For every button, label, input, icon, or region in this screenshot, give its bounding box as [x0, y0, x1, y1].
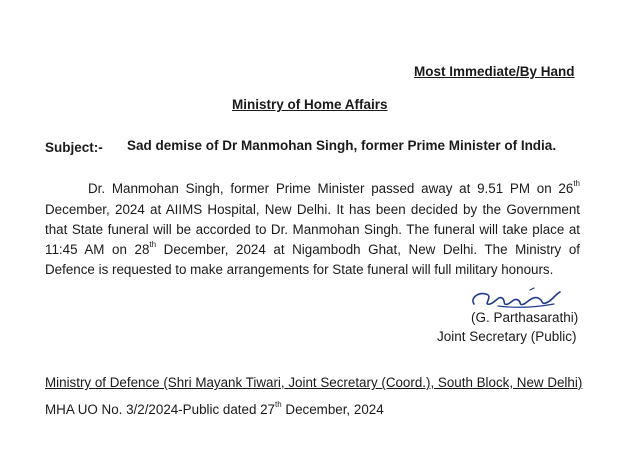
signatory-name: (G. Parthasarathi) [471, 310, 579, 325]
ministry-heading: Ministry of Home Affairs [232, 97, 388, 112]
signatory-designation: Joint Secretary (Public) [437, 329, 577, 344]
body-line: December, 2024 at AIIMS Hospital, New Delhi. It has been decided by the Government [45, 202, 580, 217]
body-line: 11:45 AM on 28th December, 2024 at Nigambodh Ghat, New Delhi. The Ministry of [45, 239, 580, 257]
recipient-line: Ministry of Defence (Shri Mayank Tiwari, Joint Secretary (Coord.), South Block, New Delhi) [45, 375, 583, 390]
reference-line: MHA UO No. 3/2/2024-Public dated 27th December, 2024 [45, 399, 384, 417]
subject-text: Sad demise of Dr Manmohan Singh, former Prime Minister of India. [127, 138, 557, 153]
body-line: Dr. Manmohan Singh, former Prime Minister passed away at 9.51 PM on 26th [88, 178, 580, 196]
body-line: Defence is requested to make arrangements for State funeral will full military honours. [45, 262, 554, 277]
body-line: that State funeral will be accorded to Dr. Manmohan Singh. The funeral will take place at [45, 222, 580, 237]
subject-label: Subject:- [45, 140, 103, 155]
priority-marking: Most Immediate/By Hand [414, 64, 575, 79]
